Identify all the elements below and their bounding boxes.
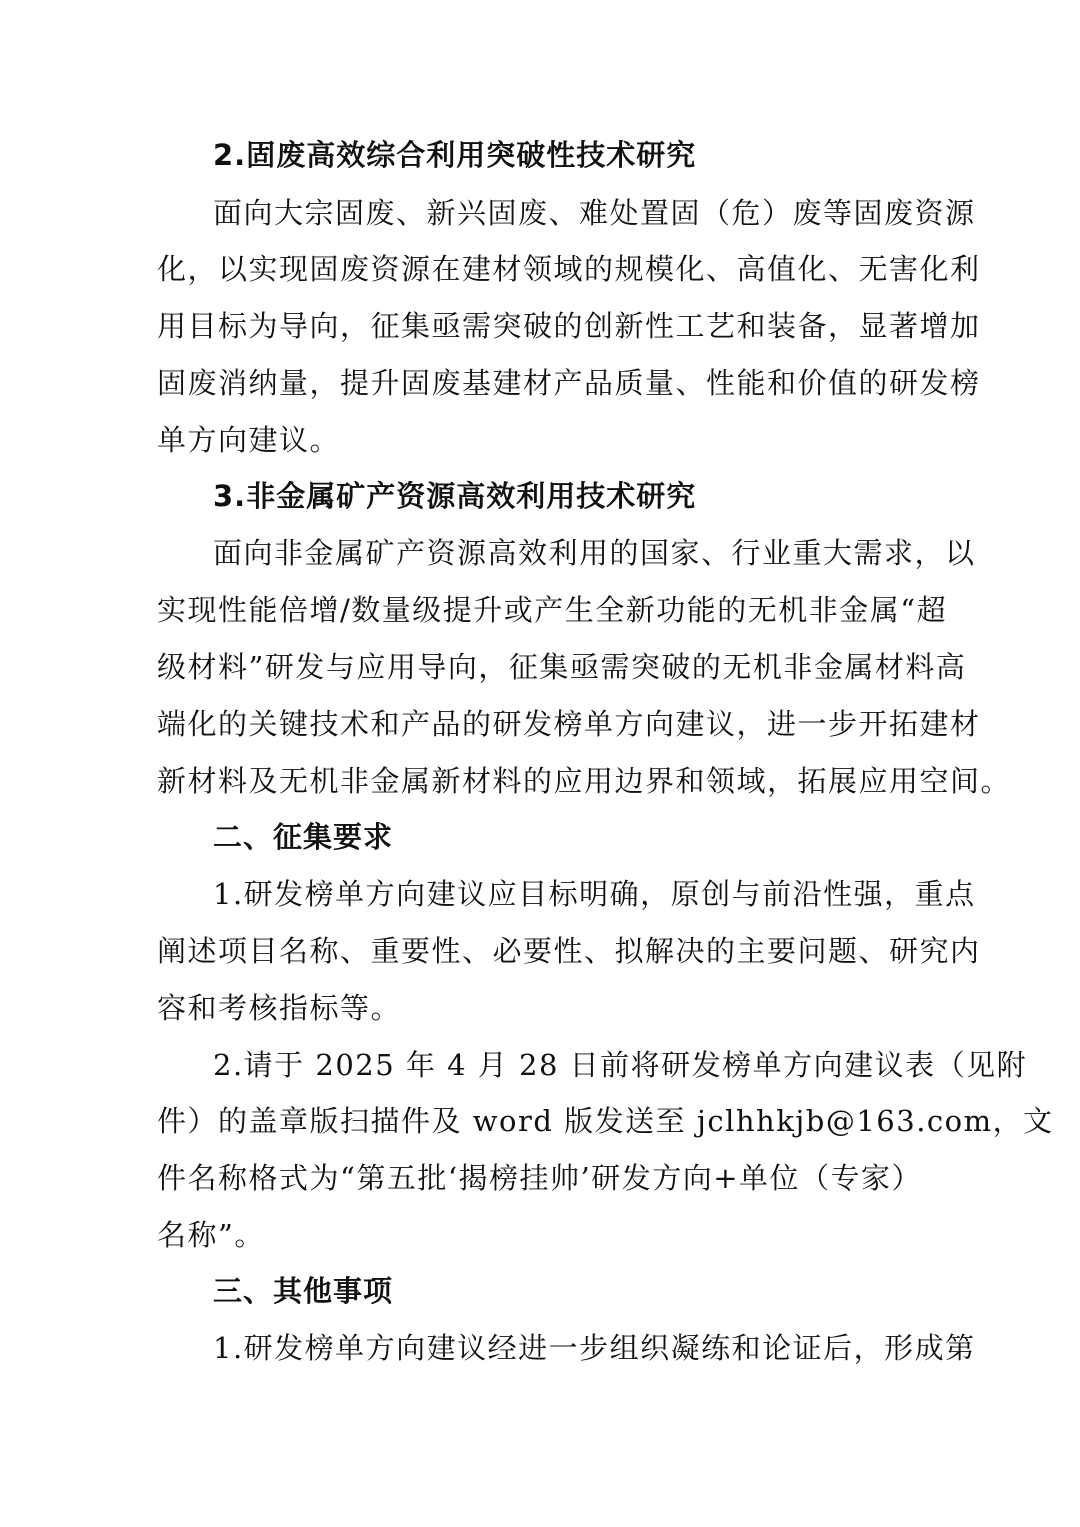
paragraph-line: 实现性能倍增/数量级提升或产生全新功能的无机非金属“超 [157,593,948,627]
paragraph-line: 端化的关键技术和产品的研发榜单方向建议，进一步开拓建材 [157,707,981,741]
paragraph-line: 件名称格式为“第五批‘揭榜挂帅’研发方向+单位（专家） [157,1161,923,1195]
paragraph-line: 化，以实现固废资源在建材领域的规模化、高值化、无害化利 [157,252,981,286]
paragraph-line: 固废消纳量，提升固废基建材产品质量、性能和价值的研发榜 [157,366,981,400]
paragraph-line: 容和考核指标等。 [157,991,402,1025]
section-heading-2: 2.固废高效综合利用突破性技术研究 [213,138,697,172]
paragraph-line: 2.请于 2025 年 4 月 28 日前将研发榜单方向建议表（见附 [213,1048,1028,1082]
paragraph-line: 新材料及无机非金属新材料的应用边界和领域，拓展应用空间。 [157,764,1012,798]
paragraph-line: 面向大宗固废、新兴固废、难处置固（危）废等固废资源 [213,196,976,230]
paragraph-line: 名称”。 [157,1218,265,1252]
paragraph-line: 面向非金属矿产资源高效利用的国家、行业重大需求，以 [213,536,976,570]
section-heading-3: 3.非金属矿产资源高效利用技术研究 [213,479,697,513]
paragraph-line: 件）的盖章版扫描件及 word 版发送至 jclhhkjb@163.com，文 [157,1104,1054,1138]
section-heading-other: 三、其他事项 [213,1274,394,1308]
paragraph-line: 1.研发榜单方向建议经进一步组织凝练和论证后，形成第 [213,1331,976,1365]
paragraph-line: 单方向建议。 [157,423,341,457]
paragraph-line: 1.研发榜单方向建议应目标明确，原创与前沿性强，重点 [213,877,976,911]
paragraph-line: 阐述项目名称、重要性、必要性、拟解决的主要问题、研究内 [157,934,981,968]
section-heading-requirements: 二、征集要求 [213,820,394,854]
paragraph-line: 用目标为导向，征集亟需突破的创新性工艺和装备，显著增加 [157,309,981,343]
paragraph-line: 级材料”研发与应用导向，征集亟需突破的无机非金属材料高 [157,650,967,684]
